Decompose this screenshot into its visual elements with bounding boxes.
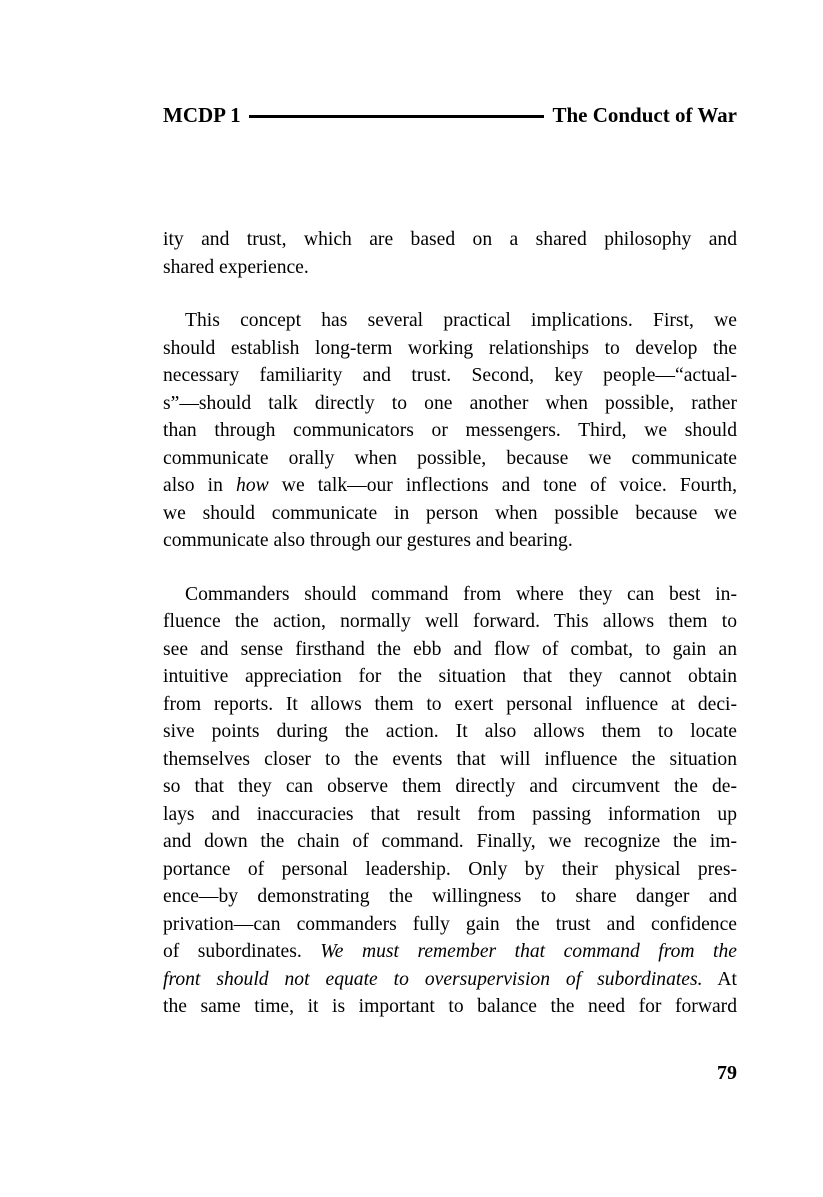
paragraph [163,581,737,1021]
text-segment: so that they can observe them directly and circumvent the de- [163,776,737,797]
text-line [163,911,737,939]
text-line [163,390,737,418]
text-line [163,581,737,609]
text-segment: s”—should talk directly to one another when possible, rather [163,392,737,414]
text-segment: the same time, it is important to balance the need for forward [163,996,737,1017]
text-line [163,773,737,801]
text-line [163,718,737,746]
text-line [163,254,737,282]
text-line [163,226,737,254]
text-line [163,527,737,555]
text-line [163,445,737,473]
text-segment: should establish long-term working relationships to develop the [163,337,737,359]
text-line [163,362,737,390]
paragraph [163,226,737,281]
text-segment: portance of personal leadership. Only by their physical pres- [163,858,737,880]
header-publication-label: MCDP 1 [163,103,241,127]
text-line [163,500,737,528]
body-text [163,226,737,1021]
text-segment: we should communicate in person when possible because we [163,502,737,524]
text-segment: This concept has several practical implications. First, we [185,310,737,331]
text-segment: shared experience. [163,256,309,278]
text-segment: and down the chain of command. Finally, we recognize the im- [163,831,737,852]
text-segment: necessary familiarity and trust. Second, key people—“actual- [163,365,737,386]
text-line [163,472,737,500]
text-segment: ence—by demonstrating the willingness to share danger and [163,886,737,907]
text-line [163,636,737,664]
text-segment: communicate also through our gestures and bearing. [163,530,573,551]
text-line [163,746,737,774]
text-line [163,883,737,911]
text-segment: privation—can commanders fully gain the trust and confidence [163,913,737,935]
running-header [163,102,737,128]
text-segment: intuitive appreciation for the situation that they cannot obtain [163,666,737,687]
emphasized-text: We must remember that command from the [320,941,737,962]
text-segment: also in [163,475,237,496]
text-line [163,801,737,829]
text-segment: sive points during the action. It also allows them to locate [163,721,737,742]
text-line [163,417,737,445]
text-line [163,856,737,884]
emphasized-text: front should not equate to oversupervision of subordinates. [163,968,703,990]
text-line [163,993,737,1021]
paragraph [163,307,737,555]
page-number: 79 [717,1062,737,1084]
text-line [163,938,737,966]
text-segment: themselves closer to the events that will influence the situation [163,748,737,770]
text-line [163,307,737,335]
text-line [163,335,737,363]
header-chapter-title: The Conduct of War [552,103,737,127]
text-line [163,966,737,994]
text-segment: fluence the action, normally well forward. This allows them to [163,611,737,632]
text-segment: lays and inaccuracies that result from passing information up [163,803,737,825]
emphasized-text: how [236,475,269,496]
text-segment: At [702,968,737,990]
text-segment: of subordinates. [163,941,321,962]
text-segment: Commanders should command from where they can best in- [185,583,737,605]
text-segment: from reports. It allows them to exert personal influence at deci- [163,693,737,715]
text-segment: communicate orally when possible, because we communicate [163,447,737,469]
text-segment: we talk—our inflections and tone of voice. Fourth, [268,475,737,496]
text-segment: than through communicators or messengers. Third, we should [163,420,737,441]
text-line [163,663,737,691]
text-line [163,691,737,719]
text-segment: ity and trust, which are based on a shared philosophy and [163,229,737,250]
header-rule-line [249,115,545,118]
text-line [163,828,737,856]
text-segment: see and sense firsthand the ebb and flow of combat, to gain an [163,638,737,660]
text-line [163,608,737,636]
